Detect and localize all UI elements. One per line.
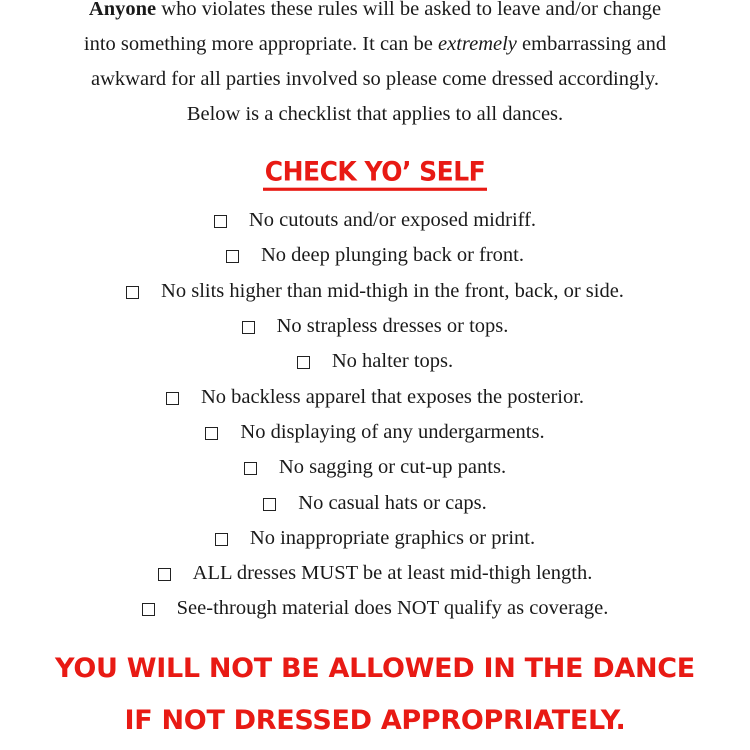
intro-line-2-start: into something more appropriate. It can be	[83, 33, 438, 55]
checkbox[interactable]	[226, 250, 239, 263]
checklist-heading: CHECK YO’ SELF	[263, 156, 488, 191]
checklist-item-text: ALL dresses MUST be at least mid-thigh length.	[192, 562, 593, 585]
checklist-item-text: No slits higher than mid-thigh in the front, back, or side.	[161, 279, 624, 302]
checklist-item-text: No backless apparel that exposes the posterior.	[200, 385, 585, 408]
warning-line-2: IF NOT DRESSED APPROPRIATELY.	[124, 705, 626, 736]
checkbox[interactable]	[244, 462, 257, 475]
checklist-item	[0, 450, 750, 485]
intro-italic-word: extremely	[438, 33, 517, 55]
checklist-item-text: No inappropriate graphics or print.	[249, 526, 536, 549]
checklist-item-text: No displaying of any undergarments.	[240, 420, 545, 443]
checklist-item	[0, 521, 750, 556]
warning-line-1: YOU WILL NOT BE ALLOWED IN THE DANCE	[55, 653, 695, 684]
checkbox[interactable]	[158, 568, 171, 581]
checklist-item	[0, 379, 750, 414]
checklist-item	[0, 344, 750, 379]
checklist-item-text: No halter tops.	[331, 350, 454, 373]
intro-paragraph	[0, 0, 750, 132]
checkbox[interactable]	[297, 356, 310, 369]
intro-line-4: Below is a checklist that applies to all dances.	[186, 103, 564, 125]
checkbox[interactable]	[242, 321, 255, 334]
checkbox[interactable]	[166, 392, 179, 405]
checkbox[interactable]	[215, 533, 228, 546]
intro-line-2	[0, 27, 750, 62]
checklist-item	[0, 203, 750, 238]
checklist-item	[0, 309, 750, 344]
checklist-item-text: No strapless dresses or tops.	[276, 315, 509, 338]
intro-line-3: awkward for all parties involved so please come dressed accordingly.	[91, 68, 659, 90]
checklist-item	[0, 485, 750, 520]
checkbox[interactable]	[142, 603, 155, 616]
intro-line-1	[0, 0, 750, 27]
checklist-item	[0, 556, 750, 591]
checkbox[interactable]	[263, 498, 276, 511]
intro-line-2-end: embarrassing and	[516, 33, 667, 55]
intro-bold-word: Anyone	[88, 0, 157, 20]
checkbox[interactable]	[205, 427, 218, 440]
checklist-item-text: No sagging or cut-up pants.	[278, 456, 507, 479]
intro-line-1-text: who violates these rules will be asked to leave and/or change	[156, 0, 662, 20]
checkbox[interactable]	[126, 286, 139, 299]
checkbox[interactable]	[214, 215, 227, 228]
checklist-item-text: No casual hats or caps.	[298, 491, 487, 514]
checklist	[0, 203, 750, 627]
checklist-item	[0, 591, 750, 626]
checklist-item-text: See-through material does NOT qualify as coverage.	[176, 597, 609, 620]
checklist-item	[0, 274, 750, 309]
checklist-heading-wrap	[0, 157, 750, 190]
checklist-item	[0, 238, 750, 273]
checklist-item	[0, 415, 750, 450]
checklist-item-text: No deep plunging back or front.	[260, 244, 525, 267]
checklist-item-text: No cutouts and/or exposed midriff.	[248, 209, 537, 232]
